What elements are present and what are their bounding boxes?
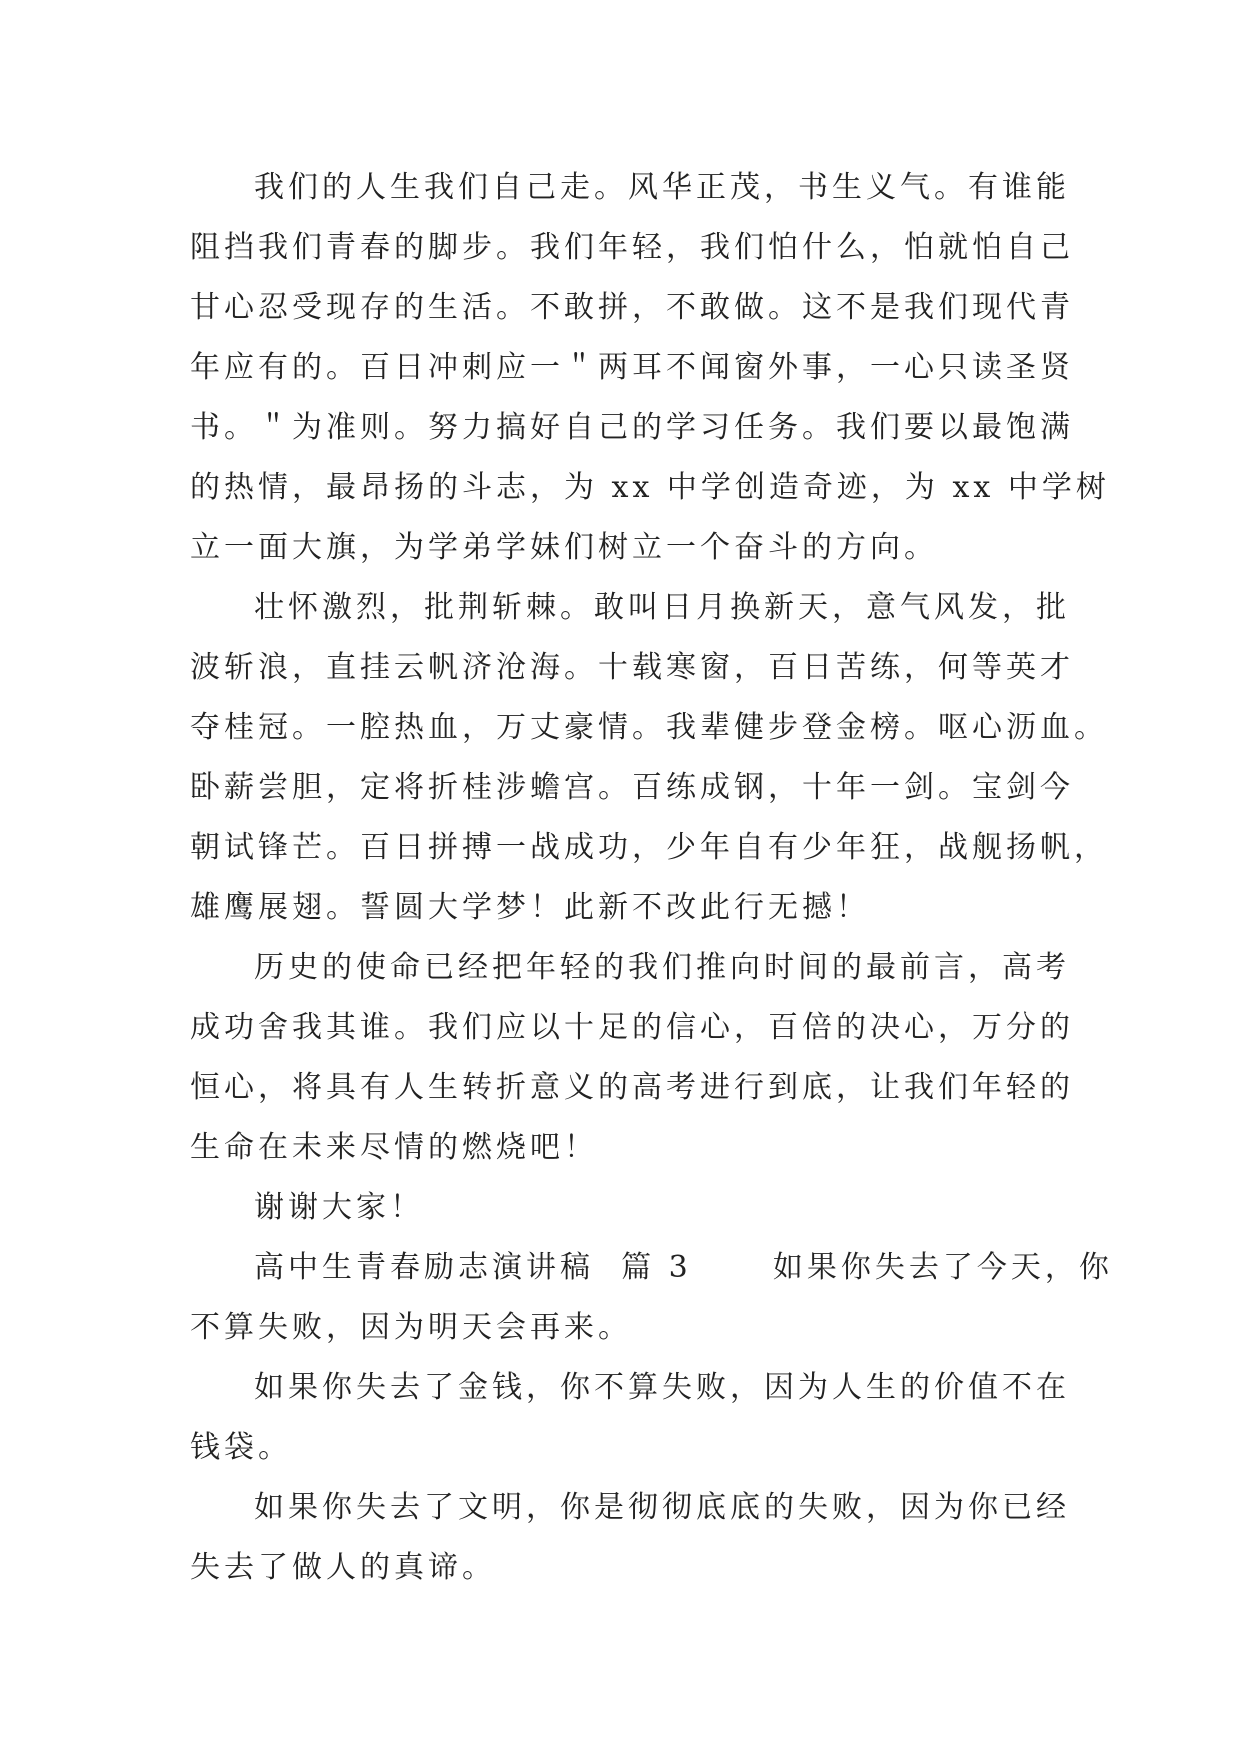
text-line: 历史的使命已经把年轻的我们推向时间的最前言，高考 [254,950,1070,985]
paragraph-3 [190,938,1074,1178]
text-line: 钱袋。 [190,1430,292,1465]
paragraph-1 [190,158,1110,578]
paragraph-4 [190,1178,1052,1238]
text-line: 年应有的。百日冲刺应一＂两耳不闻窗外事，一心只读圣贤 [190,350,1074,385]
text-line: 阻挡我们青春的脚步。我们年轻，我们怕什么，怕就怕自己 [190,230,1074,265]
text-line: 卧薪尝胆，定将折桂涉蟾宫。百练成钢，十年一剑。宝剑今 [190,770,1074,805]
paragraph-2 [190,578,1108,938]
text-line: 不算失败，因为明天会再来。 [190,1310,632,1345]
text-line: 谢谢大家！ [254,1190,424,1225]
paragraph-6 [190,1358,1070,1478]
paragraph-7 [190,1478,1070,1598]
text-line: 如果你失去了金钱，你不算失败，因为人生的价值不在 [254,1370,1070,1405]
paragraph-5 [190,1238,1113,1358]
text-line: 波斩浪，直挂云帆济沧海。十载寒窗，百日苦练，何等英才 [190,650,1074,685]
text-line: 朝试锋芒。百日拼搏一战成功，少年自有少年狂，战舰扬帆， [190,830,1108,865]
text-line: 生命在未来尽情的燃烧吧！ [190,1130,598,1165]
text-line: 夺桂冠。一腔热血，万丈豪情。我辈健步登金榜。呕心沥血。 [190,710,1108,745]
document-body [190,158,1113,1598]
text-line: 失去了做人的真谛。 [190,1550,496,1585]
text-line: 雄鹰展翅。誓圆大学梦！此新不改此行无撼！ [190,890,870,925]
text-line: 我们的人生我们自己走。风华正茂，书生义气。有谁能 [254,170,1070,205]
text-line: 立一面大旗，为学弟学妹们树立一个奋斗的方向。 [190,530,938,565]
text-line: 壮怀激烈，批荆斩棘。敢叫日月换新天，意气风发，批 [254,590,1070,625]
text-line: 书。＂为准则。努力搞好自己的学习任务。我们要以最饱满 [190,410,1074,445]
text-line: 恒心，将具有人生转折意义的高考进行到底，让我们年轻的 [190,1070,1074,1105]
text-line: 如果你失去了文明，你是彻彻底底的失败，因为你已经 [254,1490,1070,1525]
text-line: 甘心忍受现存的生活。不敢拼，不敢做。这不是我们现代青 [190,290,1074,325]
section-heading-line: 高中生青春励志演讲稿 篇 3 如果你失去了今天，你 [254,1250,1113,1285]
text-line: 成功舍我其谁。我们应以十足的信心，百倍的决心，万分的 [190,1010,1074,1045]
text-line: 的热情，最昂扬的斗志，为 xx 中学创造奇迹，为 xx 中学树 [190,470,1110,505]
